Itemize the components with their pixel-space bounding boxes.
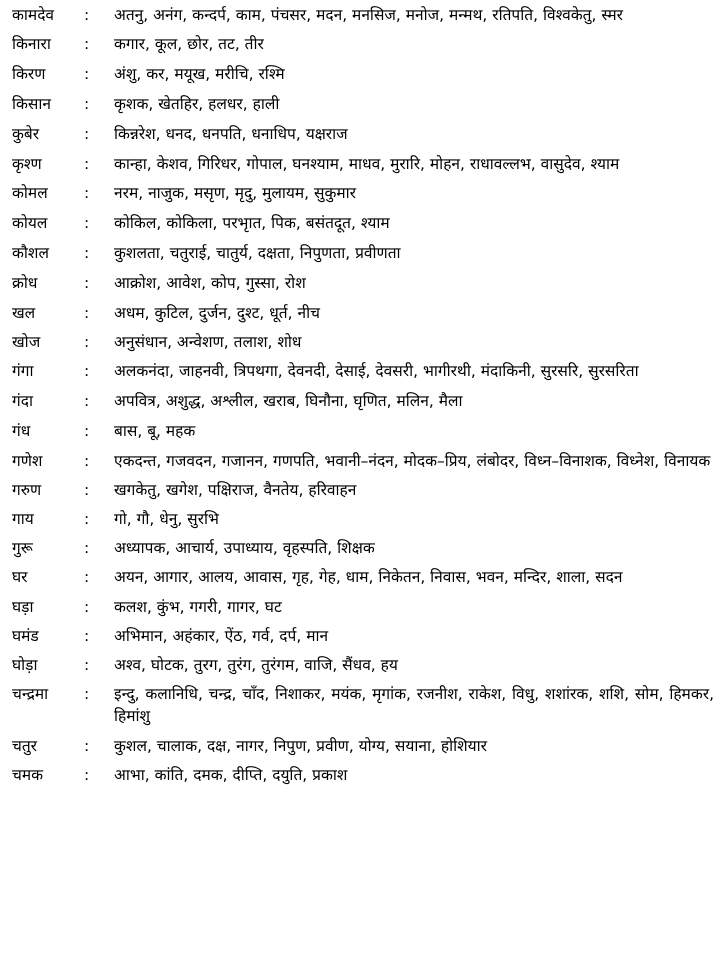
entry-synonyms: अनुसंधान, अन्वेशण, तलाश, शोध xyxy=(114,333,302,351)
entry-synonyms: अंशु, कर, मयूख, मरीचि, रश्मि xyxy=(114,65,285,83)
synonym-entry xyxy=(12,596,714,618)
entry-synonyms: अयन, आगार, आलय, आवास, गृह, गेह, धाम, निकेतन, निवास, भवन, मन्दिर, शाला, सदन xyxy=(114,568,623,586)
entry-synonyms: आक्रोश, आवेश, कोप, गुस्सा, रोश xyxy=(114,274,306,292)
entry-synonyms: अतनु, अनंग, कन्दर्प, काम, पंचसर, मदन, मनसिज, मनोज, मन्मथ, रतिपति, विश्वकेतु, स्मर xyxy=(114,6,624,24)
synonym-entry xyxy=(12,153,714,175)
entry-word: घड़ा xyxy=(12,598,34,616)
synonym-entry xyxy=(12,420,714,442)
synonym-entry xyxy=(12,272,714,294)
entry-synonyms: अश्व, घोटक, तुरग, तुरंग, तुरंगम, वाजि, सैंधव, हय xyxy=(114,656,398,674)
entry-colon: : xyxy=(84,685,90,703)
entry-synonyms: कान्हा, केशव, गिरिधर, गोपाल, घनश्याम, माधव, मुरारि, मोहन, राधावल्लभ, वासुदेव, श्याम xyxy=(114,155,620,173)
entry-synonyms: कृशक, खेतहिर, हलधर, हाली xyxy=(114,95,280,113)
entry-synonyms: अधम, कुटिल, दुर्जन, दुश्ट, धूर्त, नीच xyxy=(114,304,320,322)
entry-colon: : xyxy=(84,737,90,755)
entry-word: चन्द्रमा xyxy=(12,685,49,703)
entry-word: गंदा xyxy=(12,392,33,410)
entry-word: कृश्ण xyxy=(12,155,42,173)
synonym-entry xyxy=(12,182,714,204)
entry-word: चमक xyxy=(12,766,44,784)
entry-colon: : xyxy=(84,766,90,784)
entry-synonyms: नरम, नाजुक, मसृण, मृदु, मुलायम, सुकुमार xyxy=(114,184,357,202)
entry-word: कामदेव xyxy=(12,6,55,24)
entry-word: गुरू xyxy=(12,539,33,557)
entry-colon: : xyxy=(84,274,90,292)
entry-word: कौशल xyxy=(12,244,49,262)
synonym-entry xyxy=(12,93,714,115)
entry-colon: : xyxy=(84,214,90,232)
entry-word: कुबेर xyxy=(12,125,40,143)
entry-word: किनारा xyxy=(12,35,51,53)
entry-synonyms: कगार, कूल, छोर, तट, तीर xyxy=(114,35,264,53)
entry-synonyms: अपवित्र, अशुद्ध, अश्लील, खराब, घिनौना, घृणित, मलिन, मैला xyxy=(114,392,463,410)
entry-word: गंगा xyxy=(12,362,34,380)
entry-word: किरण xyxy=(12,65,46,83)
entry-colon: : xyxy=(84,35,90,53)
entry-word: खल xyxy=(12,304,36,322)
synonym-entry xyxy=(12,683,714,727)
entry-colon: : xyxy=(84,452,90,470)
entry-word: कोमल xyxy=(12,184,48,202)
synonym-entry xyxy=(12,625,714,647)
entry-synonyms: कुशल, चालाक, दक्ष, नागर, निपुण, प्रवीण, योग्य, सयाना, होशियार xyxy=(114,737,487,755)
entry-synonyms: अलकनंदा, जाहनवी, त्रिपथगा, देवनदी, देसाई, देवसरी, भागीरथी, मंदाकिनी, सुरसरि, सुरसरिता xyxy=(114,362,639,380)
entry-colon: : xyxy=(84,95,90,113)
entry-colon: : xyxy=(84,155,90,173)
entry-colon: : xyxy=(84,244,90,262)
entry-synonyms: कोकिल, कोकिला, परभृात, पिक, बसंतदूत, श्याम xyxy=(114,214,390,232)
entry-synonyms: कलश, कुंभ, गगरी, गागर, घट xyxy=(114,598,282,616)
entry-word: क्रोध xyxy=(12,274,38,292)
entry-colon: : xyxy=(84,392,90,410)
entry-colon: : xyxy=(84,333,90,351)
entry-word: गरुण xyxy=(12,481,42,499)
entry-colon: : xyxy=(84,304,90,322)
entry-synonyms: अभिमान, अहंकार, ऐंठ, गर्व, दर्प, मान xyxy=(114,627,329,645)
synonym-entry xyxy=(12,123,714,145)
entry-synonyms: इन्दु, कलानिधि, चन्द्र, चाँद, निशाकर, मयंक, मृगांक, रजनीश, राकेश, विधु, शशांरक, शशि, सोम, हिमकर, हिमांशु xyxy=(114,685,714,725)
entry-word: कोयल xyxy=(12,214,48,232)
entry-synonyms: आभा, कांति, दमक, दीप्ति, दयुति, प्रकाश xyxy=(114,766,348,784)
synonym-entry xyxy=(12,537,714,559)
entry-colon: : xyxy=(84,627,90,645)
synonym-entry xyxy=(12,331,714,353)
entry-word: गणेश xyxy=(12,452,43,470)
synonym-entry xyxy=(12,242,714,264)
entry-colon: : xyxy=(84,125,90,143)
synonym-entry xyxy=(12,63,714,85)
synonym-entry xyxy=(12,4,714,26)
synonym-entry xyxy=(12,212,714,234)
entry-colon: : xyxy=(84,65,90,83)
entry-word: खोज xyxy=(12,333,41,351)
synonym-entry xyxy=(12,566,714,588)
entry-colon: : xyxy=(84,422,90,440)
synonym-entry xyxy=(12,508,714,530)
entry-word: घमंड xyxy=(12,627,39,645)
entry-word: किसान xyxy=(12,95,52,113)
entry-synonyms: एकदन्त, गजवदन, गजानन, गणपति, भवानी–नंदन, मोदक–प्रिय, लंबोदर, विध्न–विनाशक, विध्नेश, विनायक xyxy=(114,452,711,470)
entry-synonyms: बास, बू, महक xyxy=(114,422,196,440)
entry-colon: : xyxy=(84,568,90,586)
synonym-entry xyxy=(12,479,714,501)
entry-synonyms: अध्यापक, आचार्य, उपाध्याय, वृहस्पति, शिक्षक xyxy=(114,539,375,557)
entry-colon: : xyxy=(84,481,90,499)
synonym-entry xyxy=(12,764,714,786)
synonym-entry xyxy=(12,735,714,757)
synonym-entry xyxy=(12,390,714,412)
synonym-entry xyxy=(12,654,714,676)
entry-synonyms: किन्नरेश, धनद, धनपति, धनाधिप, यक्षराज xyxy=(114,125,348,143)
synonym-entry xyxy=(12,450,714,472)
synonym-entry xyxy=(12,302,714,324)
entry-word: चतुर xyxy=(12,737,38,755)
entry-synonyms: कुशलता, चतुराई, चातुर्य, दक्षता, निपुणता, प्रवीणता xyxy=(114,244,401,262)
entry-word: गंध xyxy=(12,422,31,440)
entry-word: घोड़ा xyxy=(12,656,38,674)
entry-colon: : xyxy=(84,656,90,674)
entry-colon: : xyxy=(84,598,90,616)
synonym-entry xyxy=(12,33,714,55)
entry-colon: : xyxy=(84,184,90,202)
entry-colon: : xyxy=(84,6,90,24)
entry-word: घर xyxy=(12,568,28,586)
entry-colon: : xyxy=(84,539,90,557)
entry-synonyms: खगकेतु, खगेश, पक्षिराज, वैनतेय, हरिवाहन xyxy=(114,481,357,499)
entry-synonyms: गो, गौ, धेनु, सुरभि xyxy=(114,510,219,528)
synonym-entry xyxy=(12,360,714,382)
entry-word: गाय xyxy=(12,510,34,528)
entry-colon: : xyxy=(84,510,90,528)
entry-colon: : xyxy=(84,362,90,380)
